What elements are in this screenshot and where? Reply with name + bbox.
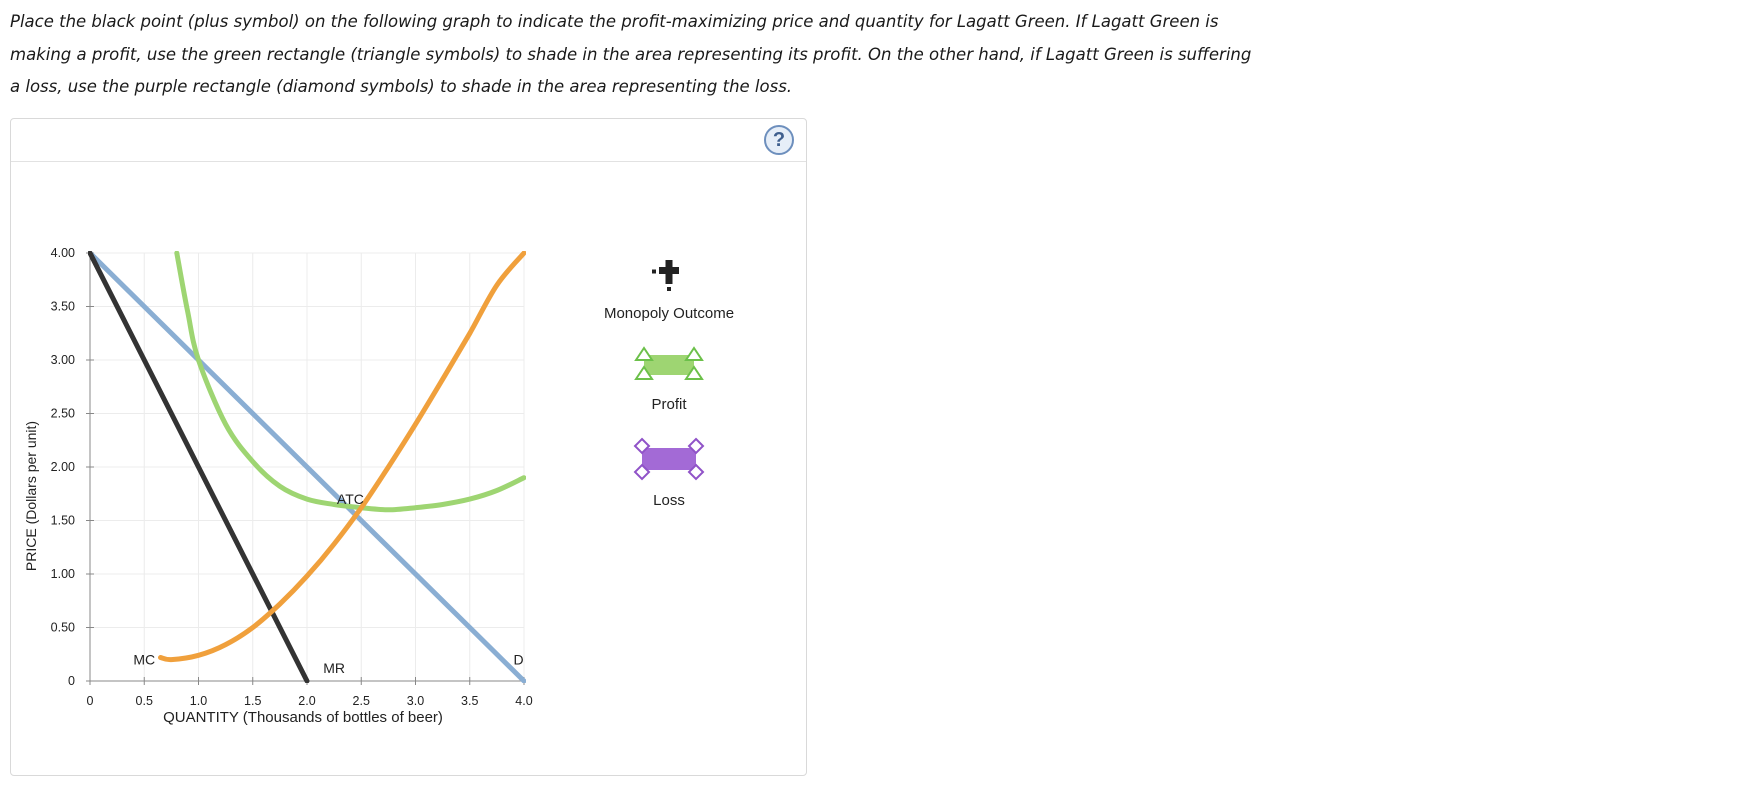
y-tick-label: 4.00 xyxy=(50,246,75,260)
label-d: D xyxy=(513,651,524,668)
y-axis-title: PRICE (Dollars per unit) xyxy=(23,420,39,572)
label-mc: MC xyxy=(133,651,156,668)
tool-monopoly-outcome[interactable] xyxy=(604,260,734,322)
x-tick-label: 1.0 xyxy=(189,694,208,708)
help-button[interactable] xyxy=(764,125,794,155)
profit-label: Profit xyxy=(651,396,687,413)
tool-profit-rectangle[interactable] xyxy=(636,348,702,413)
y-tick-label: 3.50 xyxy=(50,299,75,314)
loss-label: Loss xyxy=(653,492,685,509)
x-tick-label: 3.0 xyxy=(406,694,425,708)
label-mr: MR xyxy=(323,660,346,677)
curve-atc xyxy=(177,253,524,510)
graph-panel xyxy=(10,118,807,776)
y-tick-label: 2.00 xyxy=(50,460,75,474)
diamond-rectangle-icon xyxy=(635,439,703,479)
curve-labels xyxy=(133,491,523,676)
graph-area[interactable] xyxy=(11,162,806,776)
x-tick-label: 4.0 xyxy=(515,694,533,708)
y-tick-label: 0 xyxy=(68,674,75,688)
x-tick-label: 1.5 xyxy=(244,694,262,708)
y-tick-label: 1.00 xyxy=(50,567,75,581)
x-axis-title: QUANTITY (Thousands of bottles of beer) xyxy=(163,709,443,726)
monopoly-outcome-label: Monopoly Outcome xyxy=(603,305,735,322)
y-tick-label: 0.50 xyxy=(50,620,75,635)
x-tick-label: 0.5 xyxy=(135,694,153,708)
tool-loss-rectangle[interactable] xyxy=(635,439,703,509)
y-tick-label: 1.50 xyxy=(50,513,75,528)
triangle-rectangle-icon xyxy=(636,348,702,379)
panel-header xyxy=(11,119,806,162)
y-tick-label: 2.50 xyxy=(50,406,75,421)
instructions-text: Place the black point (plus symbol) on the following graph to indicate the profit-maximizing price and quantity for Lagatt Green. If Lagatt Green is making a profit, use the green rectangle (triangle symbols) to shade in the area representing its profit. On the other hand, if Lagatt Green is suffering a loss, use the purple rectangle (diamond symbols) to shade in the area representing the loss. xyxy=(10,12,1252,96)
x-tick-label: 3.5 xyxy=(461,694,479,708)
plus-point-icon xyxy=(652,260,679,291)
question-icon: ? xyxy=(772,129,786,151)
y-tick-label: 3.00 xyxy=(50,353,75,367)
x-tick-label: 0 xyxy=(86,694,94,708)
x-tick-label: 2.5 xyxy=(352,694,370,708)
label-atc: ATC xyxy=(336,491,364,508)
x-tick-label: 2.0 xyxy=(298,694,316,708)
